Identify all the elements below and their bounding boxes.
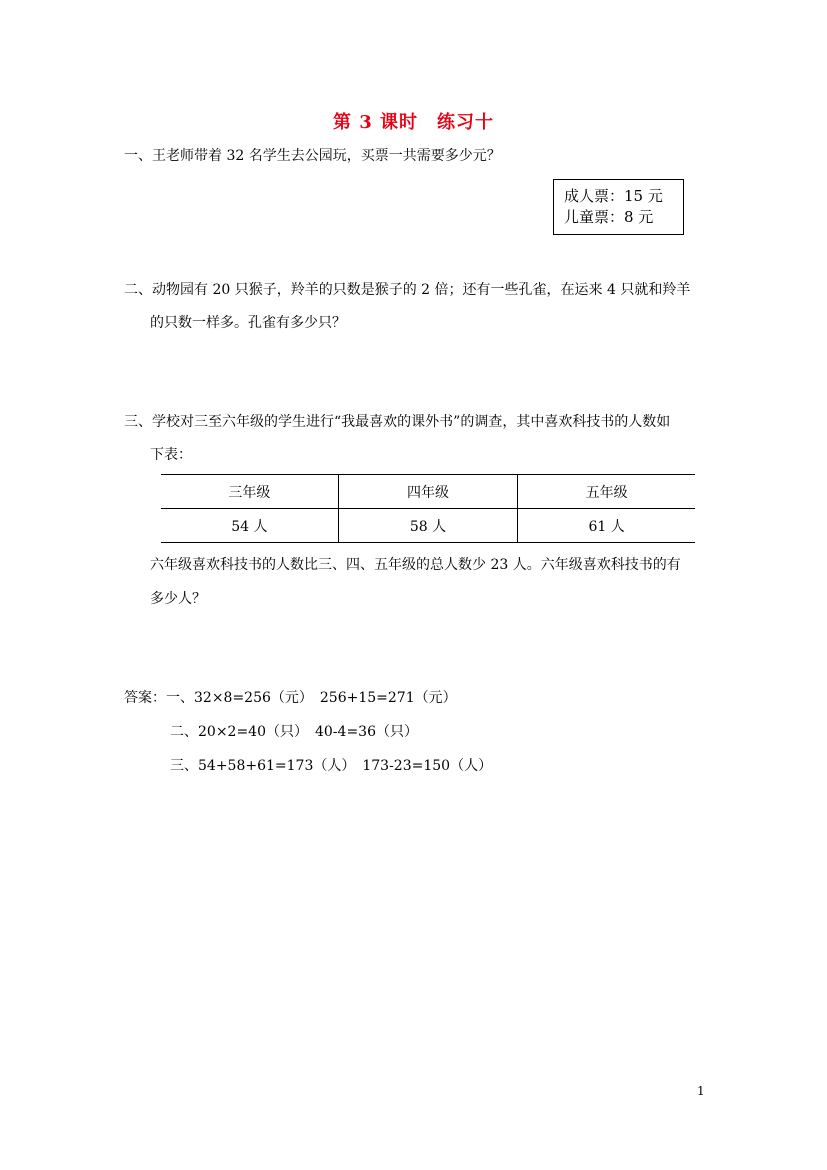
question-3-line-4: 多少人？ [150,591,206,607]
question-3-line-1: 三、学校对三至六年级的学生进行“我最喜欢的课外书”的调查，其中喜欢科技书的人数如 [124,414,671,430]
table-row [161,509,695,543]
page-number: 1 [697,1084,705,1098]
answer-2: 二、20×2=40（只） 40-4=36（只） [170,724,418,740]
question-3-line-3: 六年级喜欢科技书的人数比三、四、五年级的总人数少 23 人。六年级喜欢科技书的有 [150,557,681,573]
page-title: 第 3 课时 练习十 [332,112,495,133]
answer-1: 答案：一、32×8=256（元） 256+15=271（元） [124,690,457,706]
table-header-cell: 五年级 [518,475,695,509]
table-cell: 61 人 [518,509,695,543]
answer-3: 三、54+58+61=173（人） 173-23=150（人） [170,758,493,774]
question-2-line-1: 二、动物园有 20 只猴子，羚羊的只数是猴子的 2 倍；还有一些孔雀，在运来 4 只就和羚羊 [124,282,691,298]
question-3-line-2: 下表： [150,447,192,463]
adult-ticket-price: 成人票：15 元 [564,187,663,205]
question-1-text: 一、王老师带着 32 名学生去公园玩，买票一共需要多少元？ [124,148,501,164]
question-2-line-2: 的只数一样多。孔雀有多少只？ [150,315,346,331]
table-cell: 54 人 [161,509,338,543]
table-cell: 58 人 [338,509,517,543]
table-header-cell: 四年级 [338,475,517,509]
grade-table [161,474,695,543]
child-ticket-price: 儿童票：8 元 [564,208,654,226]
table-header-cell: 三年级 [161,475,338,509]
table-header-row [161,475,695,509]
ticket-price-box [553,179,684,235]
